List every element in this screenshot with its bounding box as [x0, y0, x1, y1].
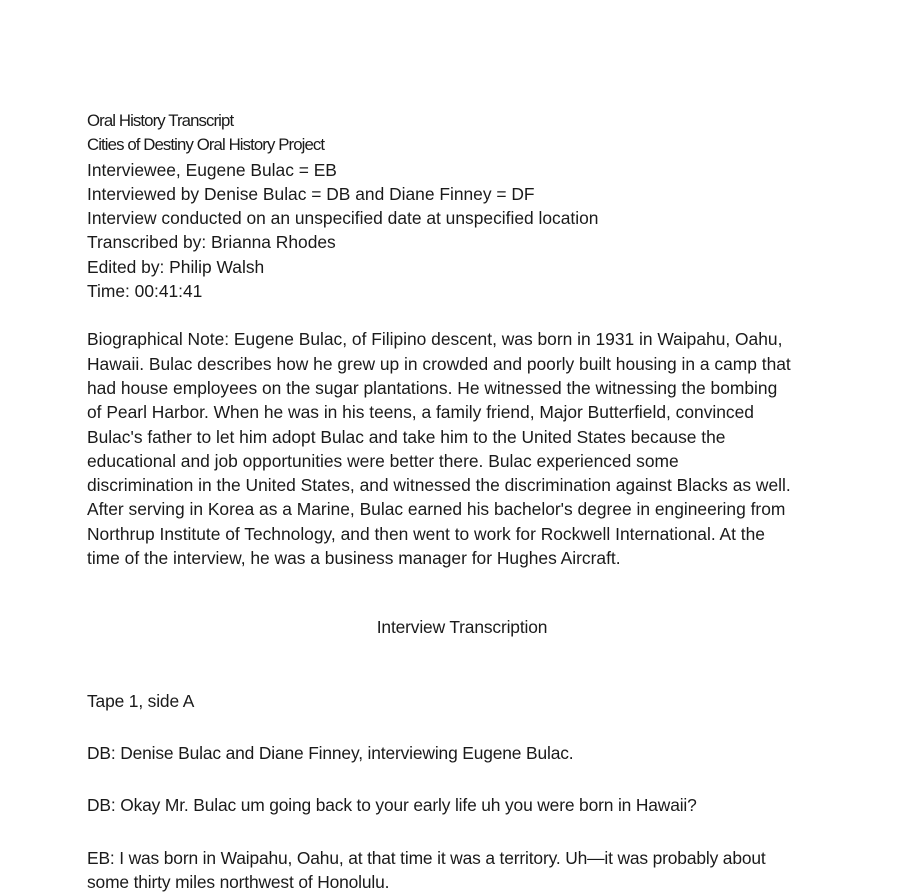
transcript-paragraph	[87, 793, 837, 817]
transcript-paragraph	[87, 741, 837, 765]
project-name: Cities of Destiny Oral History Project	[87, 135, 325, 155]
tape-label: Tape 1, side A	[87, 690, 195, 711]
bio-line: Bulac's father to let him adopt Bulac and take him to the United States because the	[87, 426, 726, 447]
transcript-paragraph	[87, 846, 837, 894]
section-title: Interview Transcription	[376, 617, 548, 638]
transcript-page	[87, 109, 837, 894]
transcript-line: DB: Denise Bulac and Diane Finney, interviewing Eugene Bulac.	[87, 742, 574, 763]
biographical-note	[87, 327, 837, 570]
edited-line: Edited by: Philip Walsh	[87, 256, 265, 277]
conducted-line: Interview conducted on an unspecified date at unspecified location	[87, 208, 599, 229]
transcribed-line: Transcribed by: Brianna Rhodes	[87, 232, 336, 253]
bio-line: Biographical Note: Eugene Bulac, of Filipino descent, was born in 1931 in Waipahu, Oahu,	[87, 329, 783, 350]
bio-line: had house employees on the sugar plantations. He witnessed the witnessing the bombing	[87, 377, 778, 398]
interviewee-line: Interviewee, Eugene Bulac = EB	[87, 159, 337, 180]
document-header	[87, 109, 837, 303]
transcript-line: DB: Okay Mr. Bulac um going back to your early life uh you were born in Hawaii?	[87, 795, 697, 816]
document-title: Oral History Transcript	[87, 111, 234, 130]
time-line: Time: 00:41:41	[87, 281, 203, 302]
bio-line: After serving in Korea as a Marine, Bulac earned his bachelor's degree in engineering from	[87, 499, 786, 520]
bio-line: educational and job opportunities were better there. Bulac experienced some	[87, 450, 679, 471]
transcript-line: EB: I was born in Waipahu, Oahu, at that time it was a territory. Uh—it was probably about	[87, 847, 766, 868]
bio-line: time of the interview, he was a business manager for Hughes Aircraft.	[87, 548, 621, 569]
bio-line: of Pearl Harbor. When he was in his teens, a family friend, Major Butterfield, convinced	[87, 402, 754, 423]
bio-line: Northrup Institute of Technology, and then went to work for Rockwell International. At the	[87, 523, 765, 544]
bio-line: Hawaii. Bulac describes how he grew up in crowded and poorly built housing in a camp that	[87, 353, 791, 374]
interviewers-line: Interviewed by Denise Bulac = DB and Diane Finney = DF	[87, 183, 535, 204]
transcript-line: some thirty miles northwest of Honolulu.	[87, 871, 390, 892]
bio-line: discrimination in the United States, and witnessed the discrimination against Blacks as well.	[87, 475, 791, 496]
